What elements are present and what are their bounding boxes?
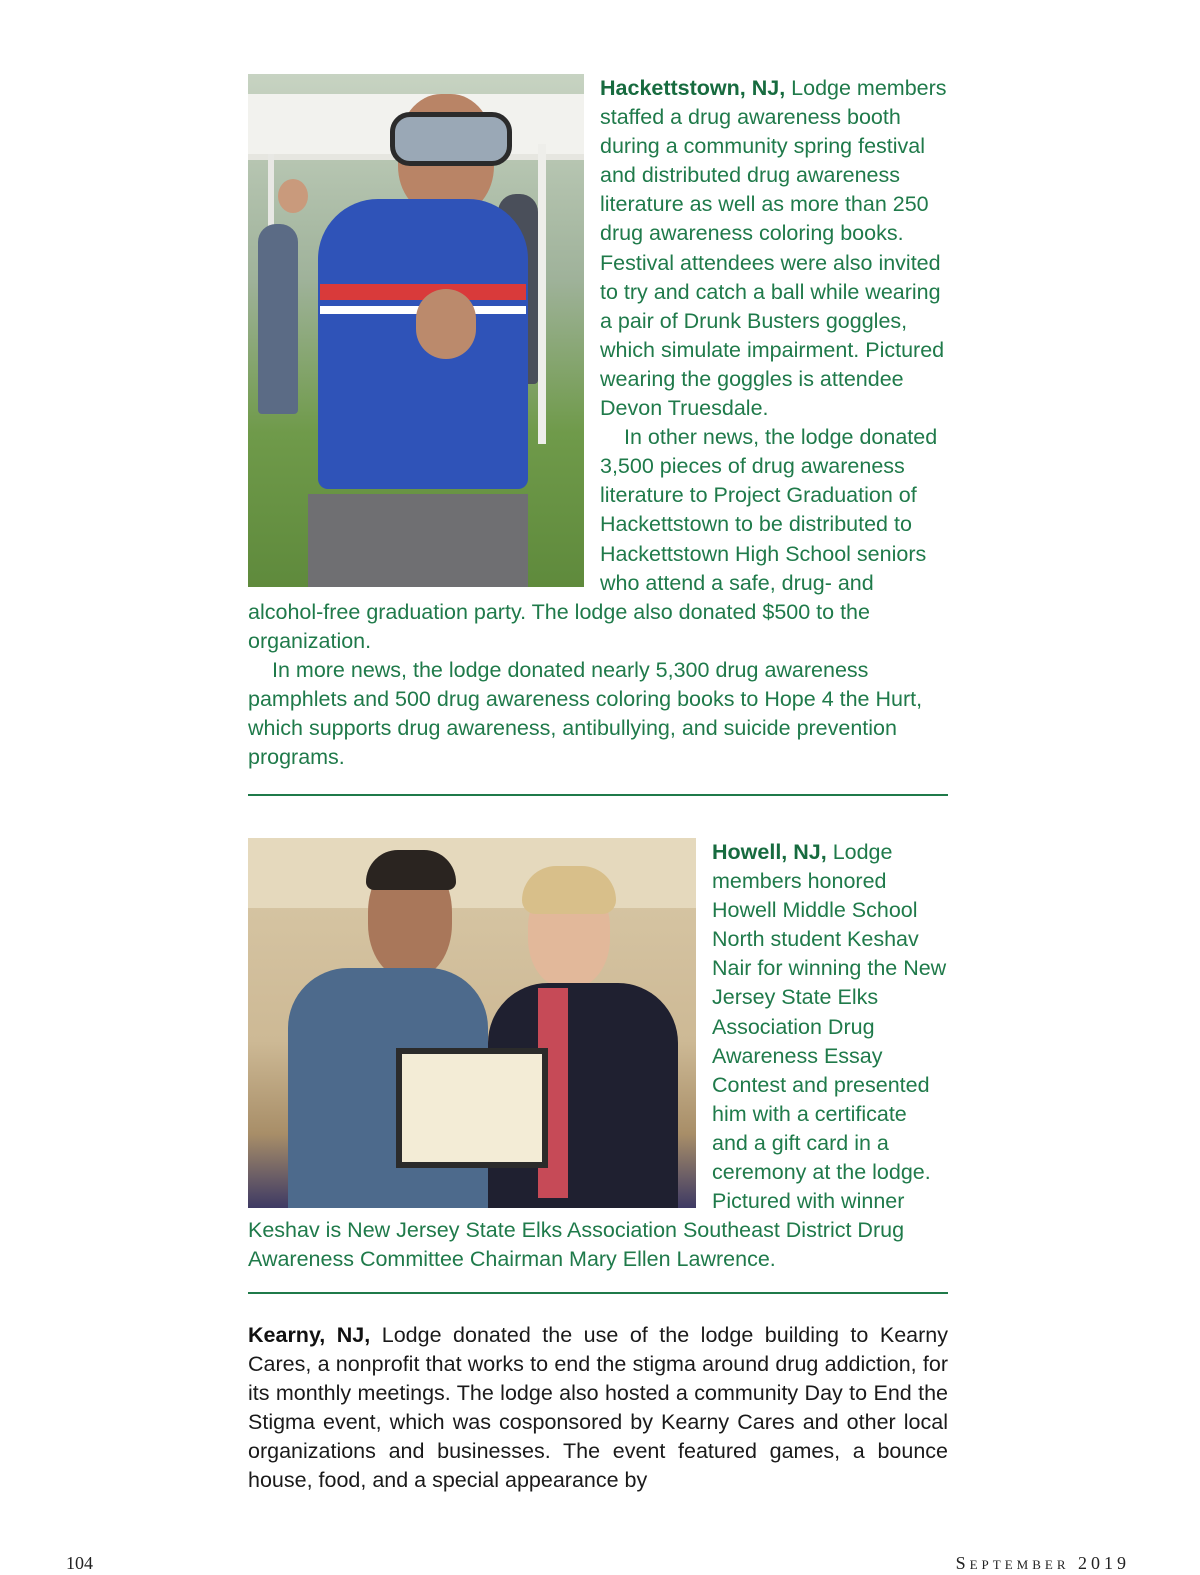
page-number: 104 [66, 1553, 93, 1573]
photo-goggles-attendee [248, 74, 584, 587]
section-divider-2 [248, 1292, 948, 1294]
issue-date: September 2019 [955, 1553, 1130, 1573]
photo-certificate-presentation [248, 838, 696, 1208]
location-hackettstown: Hackettstown, NJ, [600, 76, 786, 100]
article-hackettstown [248, 74, 948, 772]
hackettstown-text-3: In more news, the lodge donated nearly 5,300 drug awareness pamphlets and 500 drug awareness coloring books to Hope 4 the Hurt, which supports drug awareness, antibullying, and suicide prevention programs. [248, 657, 923, 770]
location-kearny: Kearny, NJ, [248, 1323, 371, 1347]
article-kearny [248, 1321, 948, 1496]
article-howell [248, 838, 948, 1274]
hackettstown-text-1: Lodge members staffed a drug awareness booth during a community spring festival and distributed drug awareness literature as well as more than 250 drug awareness coloring books. Festival attendees were also invited to try and catch a ball while wearing a pair of Drunk Busters goggles, which simulate impairment. Pictured wearing the goggles is attendee Devon Truesdale. [600, 76, 947, 421]
kearny-text-1: Lodge donated the use of the lodge building to Kearny Cares, a nonprofit that works to end the stigma around drug addiction, for its monthly meetings. The lodge also hosted a community Day to End the Stigma event, which was cosponsored by Kearny Cares and other local organizations and businesses. The event featured games, a bounce house, food, and a special appearance by [248, 1323, 948, 1493]
location-howell: Howell, NJ, [712, 840, 827, 864]
hackettstown-text-2: In other news, the lodge donated 3,500 pieces of drug awareness literature to Project Graduation of Hackettstown to be distributed to Hackettstown High School seniors who attend a safe, drug- and alcohol-free graduation party. The lodge also donated $500 to the organization. [248, 425, 938, 653]
section-divider [248, 794, 948, 796]
article-kearny-para1 [248, 1321, 948, 1496]
howell-text-1: Lodge members honored Howell Middle School North student Keshav Nair for winning the New Jersey State Elks Association Drug Awareness Essay Contest and presented him with a certificate and a gift card in a ceremony at the lodge. Pictured with winner Keshav is New Jersey State Elks Association Southeast District Drug Awareness Committee Chairman Mary Ellen Lawrence. [248, 840, 947, 1272]
